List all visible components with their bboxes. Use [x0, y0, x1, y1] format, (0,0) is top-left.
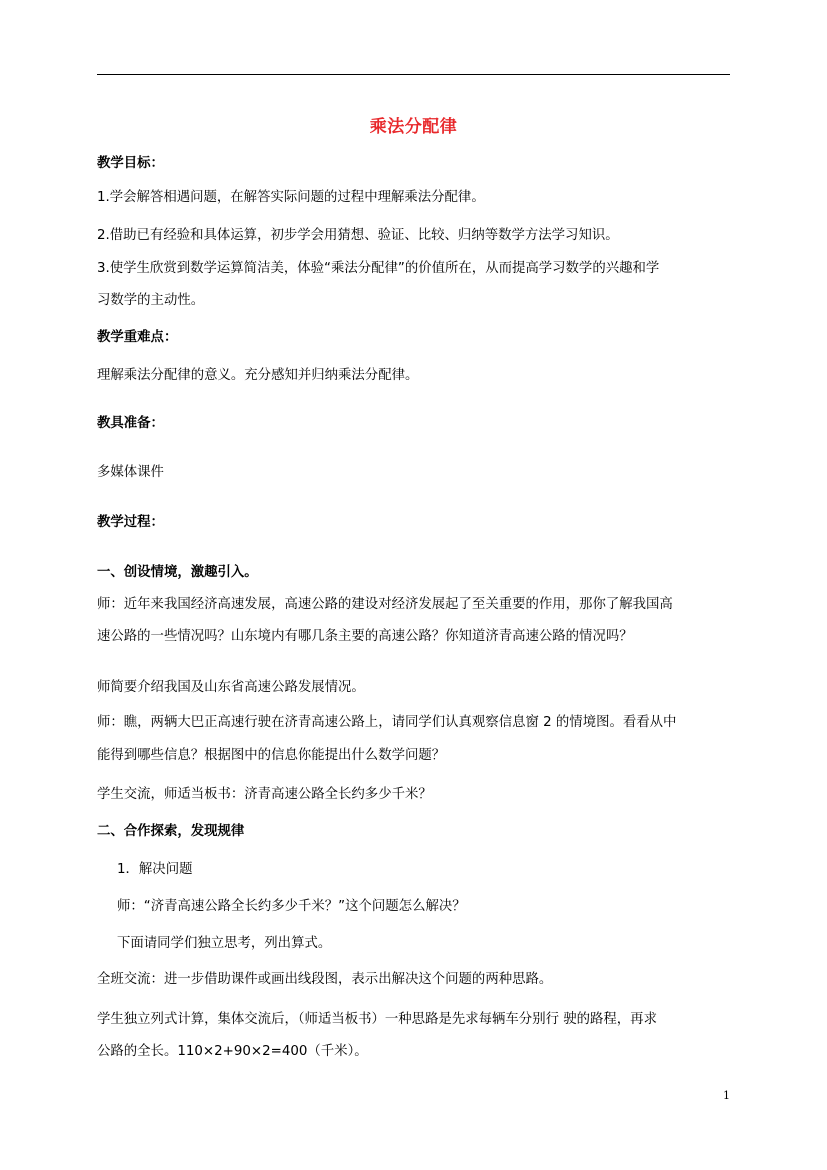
objective-3-line-1: 3.使学生欣赏到数学运算简洁美，体验“乘法分配律”的价值所在，从而提高学习数学的兴趣和学: [97, 261, 660, 276]
section-1-para-3-line-1: 师：瞧，两辆大巴正高速行驶在济青高速公路上，请同学们认真观察信息窗 2 的情境图。看看从中: [97, 715, 677, 730]
header-rule: [97, 74, 730, 75]
section-2-para-2: 下面请同学们独立思考，列出算式。: [117, 936, 332, 951]
section-2-heading: 二、合作探索，发现规律: [97, 824, 245, 839]
objective-3-line-2: 习数学的主动性。: [97, 293, 205, 308]
section-2-para-4-line-2: 公路的全长。110×2+90×2=400（千米）。: [97, 1044, 368, 1059]
section-1-para-1-line-2: 速公路的一些情况吗？山东境内有哪几条主要的高速公路？你知道济青高速公路的情况吗？: [97, 629, 633, 644]
section-1-para-2: 师简要介绍我国及山东省高速公路发展情况。: [97, 680, 365, 695]
heading-objectives: 教学目标：: [97, 156, 164, 171]
subsection-1-heading: 1．解决问题: [117, 862, 193, 877]
materials-text: 多媒体课件: [97, 465, 164, 480]
heading-process: 教学过程：: [97, 515, 164, 530]
section-1-para-3-line-2: 能得到哪些信息？根据图中的信息你能提出什么数学问题？: [97, 748, 446, 763]
section-2-para-1: 师：“济青高速公路全长约多少千米？”这个问题怎么解决？: [117, 899, 466, 914]
section-2-para-3: 全班交流：进一步借助课件或画出线段图，表示出解决这个问题的两种思路。: [97, 972, 553, 987]
page-title: 乘法分配律: [369, 117, 458, 137]
objective-2: 2.借助已有经验和具体运算，初步学会用猜想、验证、比较、归纳等数学方法学习知识。: [97, 228, 619, 243]
section-2-para-4-line-1: 学生独立列式计算，集体交流后，（师适当板书）一种思路是先求每辆车分别行 驶的路程，再求: [97, 1012, 657, 1027]
section-1-para-1-line-1: 师：近年来我国经济高速发展，高速公路的建设对经济发展起了至关重要的作用，那你了解我国高: [97, 597, 673, 612]
section-1-heading: 一、创设情境，激趣引入。: [97, 565, 258, 580]
key-points-text: 理解乘法分配律的意义。充分感知并归纳乘法分配律。: [97, 368, 419, 383]
heading-key-points: 教学重难点：: [97, 330, 178, 345]
heading-materials: 教具准备：: [97, 416, 164, 431]
section-1-para-4: 学生交流，师适当板书：济青高速公路全长约多少千米？: [97, 787, 432, 802]
page-number: 1: [723, 1089, 730, 1102]
objective-1: 1.学会解答相遇问题，在解答实际问题的过程中理解乘法分配律。: [97, 190, 485, 205]
